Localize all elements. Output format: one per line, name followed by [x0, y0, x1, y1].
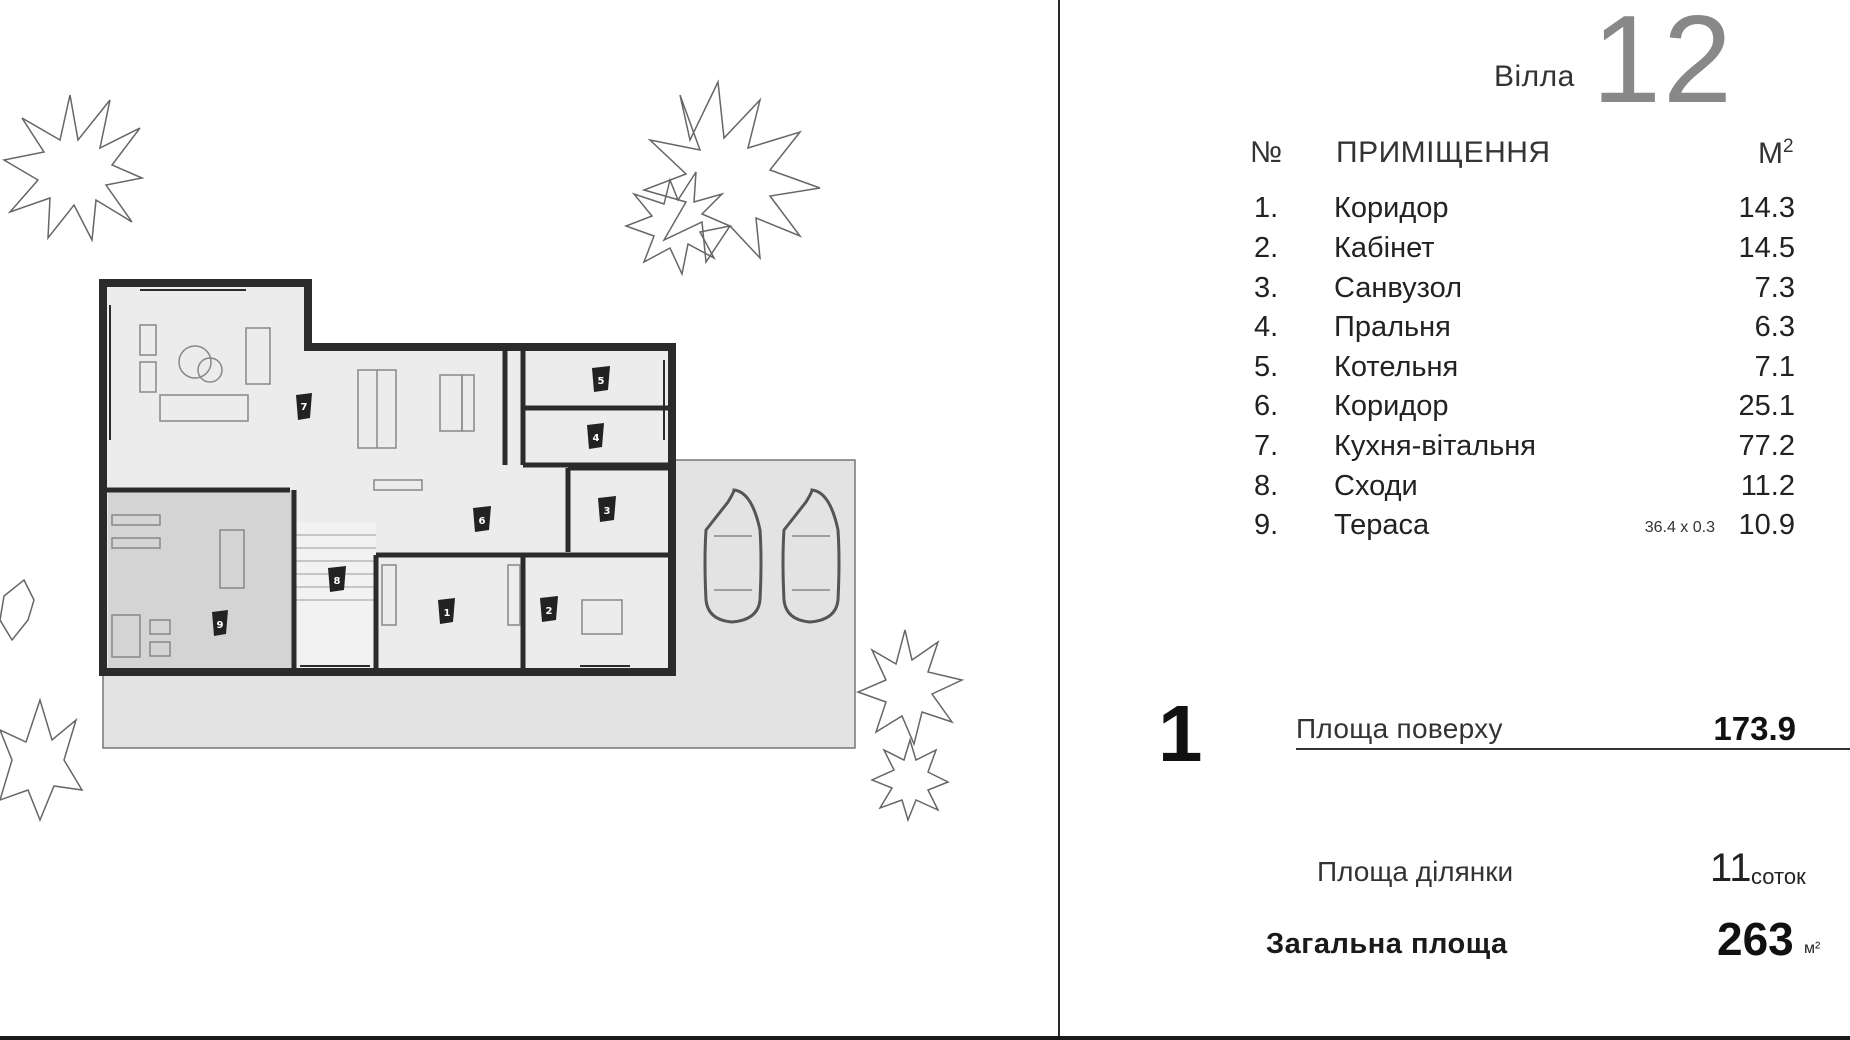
- svg-text:9: 9: [216, 620, 224, 631]
- total-area-value: 263: [1717, 913, 1794, 965]
- room-name: Коридор: [1334, 192, 1449, 224]
- svg-text:5: 5: [597, 376, 605, 387]
- plot-area-label: Площа ділянки: [1317, 856, 1514, 887]
- room-area: 14.3: [1738, 192, 1795, 224]
- plot-area-unit: соток: [1751, 864, 1806, 889]
- tree-icon: [0, 580, 34, 640]
- vertical-divider: [1058, 0, 1060, 1040]
- svg-text:7: 7: [300, 402, 308, 413]
- room-number: 9.: [1254, 509, 1279, 541]
- room-marker: [438, 598, 455, 624]
- table-row: [0, 232, 1850, 270]
- room-marker: [328, 566, 346, 592]
- room-area: 10.9: [1738, 509, 1795, 541]
- room-area: 25.1: [1738, 390, 1795, 422]
- room-name: Санвузол: [1334, 272, 1463, 304]
- table-row: [0, 470, 1850, 508]
- room-number: 8.: [1254, 470, 1279, 502]
- svg-text:3: 3: [603, 506, 611, 517]
- floor-area-underline: [1296, 748, 1850, 750]
- room-number: 4.: [1254, 311, 1279, 343]
- plot-area-value: 11: [1710, 846, 1752, 890]
- table-row: [0, 430, 1850, 468]
- room-area: 7.3: [1754, 272, 1795, 304]
- table-row: [0, 311, 1850, 349]
- room-name: Кабінет: [1334, 232, 1435, 264]
- room-number: 2.: [1254, 232, 1279, 264]
- room-name: Кухня-вітальня: [1334, 430, 1536, 462]
- table-row: [0, 509, 1850, 547]
- room-name: Сходи: [1334, 470, 1418, 502]
- tree-icon: [872, 740, 948, 820]
- column-header-number: №: [1250, 136, 1283, 169]
- svg-text:4: 4: [592, 433, 600, 444]
- total-area-unit: м²: [1804, 940, 1821, 957]
- column-header-area: $М^2$: [1758, 136, 1794, 170]
- room-marker: [212, 610, 228, 636]
- room-area: 14.5: [1738, 232, 1795, 264]
- room-number: 3.: [1254, 272, 1279, 304]
- table-row: [0, 192, 1850, 230]
- bottom-border: [0, 1036, 1850, 1040]
- floor-number: 1: [1158, 689, 1203, 778]
- tree-icon: [0, 700, 82, 820]
- room-name: Котельня: [1334, 351, 1459, 383]
- table-row: [0, 390, 1850, 428]
- svg-text:8: 8: [333, 576, 341, 587]
- table-row: [0, 272, 1850, 310]
- room-number: 5.: [1254, 351, 1279, 383]
- total-area-label: Загальна площа: [1266, 928, 1508, 960]
- table-row: [0, 351, 1850, 389]
- room-area: 7.1: [1754, 351, 1795, 383]
- room-name: Коридор: [1334, 390, 1449, 422]
- room-number: 7.: [1254, 430, 1279, 462]
- room-name: Пральня: [1334, 311, 1451, 343]
- room-number: 6.: [1254, 390, 1279, 422]
- room-dimensions: 36.4 x 0.3: [1644, 519, 1715, 536]
- floor-area-value: 173.9: [1713, 710, 1796, 747]
- room-marker: [540, 596, 558, 622]
- floor-area-label: Площа поверху: [1296, 713, 1503, 744]
- room-area: 11.2: [1740, 470, 1795, 502]
- tree-icon: [858, 630, 962, 744]
- room-area: 77.2: [1738, 430, 1795, 462]
- villa-label: Вілла: [1494, 60, 1575, 93]
- room-name: Тераса: [1334, 509, 1430, 541]
- room-area: 6.3: [1754, 311, 1795, 343]
- room-number: 1.: [1254, 192, 1279, 224]
- svg-text:1: 1: [443, 608, 451, 619]
- svg-text:6: 6: [478, 516, 486, 527]
- svg-text:2: 2: [545, 606, 553, 617]
- column-header-room: ПРИМІЩЕННЯ: [1336, 136, 1551, 169]
- villa-number: 12: [1592, 0, 1734, 129]
